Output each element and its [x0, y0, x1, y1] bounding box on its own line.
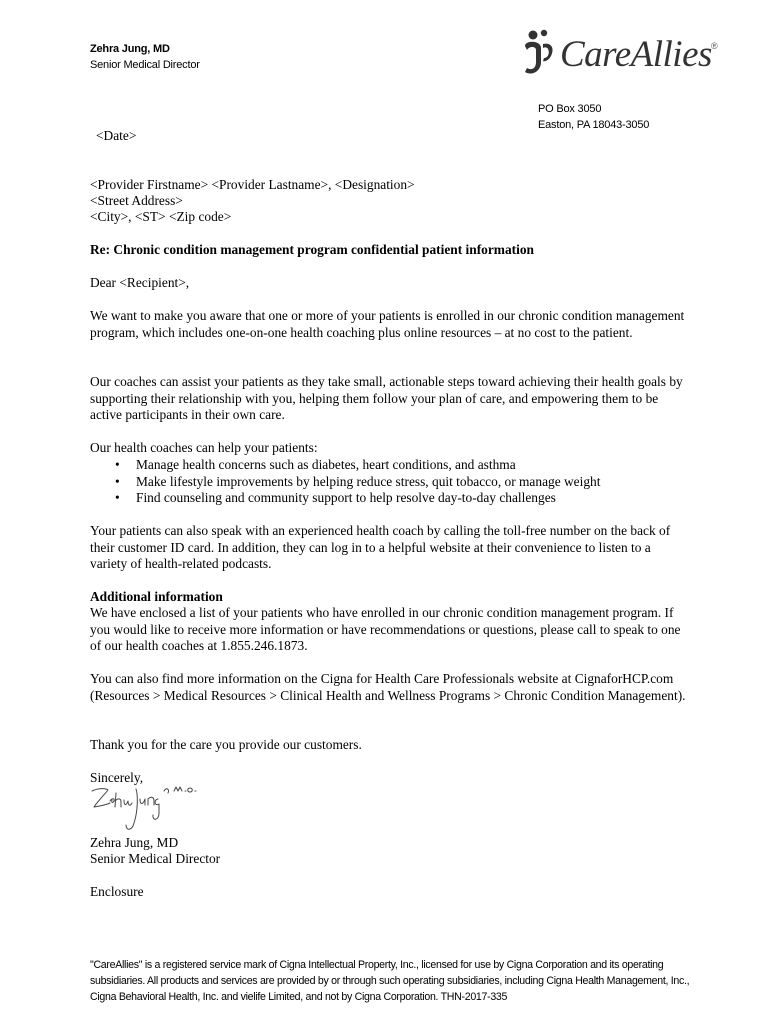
careallies-logo [519, 28, 729, 80]
footer-disclaimer: "CareAllies" is a registered service mark of Cigna Intellectual Property, Inc., licensed for use by Cigna Corporation and its operating subsidiaries. All products and services are provided by or through such operating subsidiaries, including Cigna Health Management, Inc., Cigna Behavioral Health, Inc. and vielife Limited, and not by Cigna Corporation. THN-2017-335 [90, 959, 690, 1003]
bullet-text: Manage health concerns such as diabetes, heart conditions, and asthma [136, 457, 516, 472]
subject-line: Re: Chronic condition management program confidential patient information [90, 242, 534, 257]
paragraph-program-intro: We want to make you aware that one or more of your patients is enrolled in our chronic condition management program, which includes one-on-one health coaching plus online resources – at no cost to the patient. [90, 308, 685, 340]
paragraph-phone-website: Your patients can also speak with an experienced health coach by calling the toll-free number on the back of their customer ID card. In addition, they can log in to a helpful website at their convenience to listen to a variety of health-related podcasts. [90, 523, 671, 571]
paragraph-thank-you: Thank you for the care you provide our customers. [90, 737, 362, 752]
careallies-logo-icon [519, 28, 563, 78]
list-item [90, 457, 690, 474]
return-address-line1: PO Box 3050 [538, 103, 602, 115]
bullet-text: Make lifestyle improvements by helping reduce stress, quit tobacco, or manage weight [136, 473, 601, 489]
signoff-name: Zehra Jung, MD [90, 835, 179, 850]
bullet-text: Find counseling and community support to help resolve day-to-day challenges [136, 490, 556, 505]
recipient-address-line1: <Provider Firstname> <Provider Lastname>, <Designation> [90, 177, 415, 192]
recipient-address-line2: <Street Address> [90, 193, 183, 208]
recipient-address-line3: <City>, <ST> <Zip code> [90, 209, 232, 224]
bullet-glyph: • [115, 490, 120, 505]
paragraph-enclosed-list: We have enclosed a list of your patients who have enrolled in our chronic condition management program. If you would like to receive more information or have recommendations or questions, please call to speak to one of our health coaches at 1.855.246.1873. [90, 605, 681, 653]
paragraph-coaches: Our coaches can assist your patients as they take small, actionable steps toward achieving their health goals by supporting their relationship with you, helping them follow your plan of care, and empowering them to be active participants in their own care. [90, 374, 683, 422]
bullet-glyph: • [115, 457, 120, 472]
salutation: Dear <Recipient>, [90, 275, 190, 290]
bullet-glyph: • [115, 473, 120, 489]
paragraph-website-info: You can also find more information on the Cigna for Health Care Professionals website at CignaforHCP.com (Resources > Medical Resources > Clinical Health and Wellness Programs > Chronic Condition Management). [90, 671, 686, 703]
return-address-line2: Easton, PA 18043-3050 [538, 119, 650, 131]
enclosure-note: Enclosure [90, 884, 144, 899]
handwritten-signature [88, 783, 198, 835]
additional-info-heading: Additional information [90, 589, 223, 604]
list-item [90, 474, 690, 491]
help-bullet-list [90, 457, 690, 507]
logo-wordmark: CareAllies [560, 34, 712, 75]
registered-mark: ® [711, 41, 718, 51]
paragraph-help-intro: Our health coaches can help your patients: [90, 440, 318, 455]
signoff-title: Senior Medical Director [90, 851, 221, 866]
letter-date: <Date> [96, 128, 137, 143]
list-item [90, 490, 690, 507]
closing: Sincerely, [90, 770, 144, 785]
sender-title: Senior Medical Director [90, 59, 200, 71]
sender-name: Zehra Jung, MD [90, 43, 170, 55]
